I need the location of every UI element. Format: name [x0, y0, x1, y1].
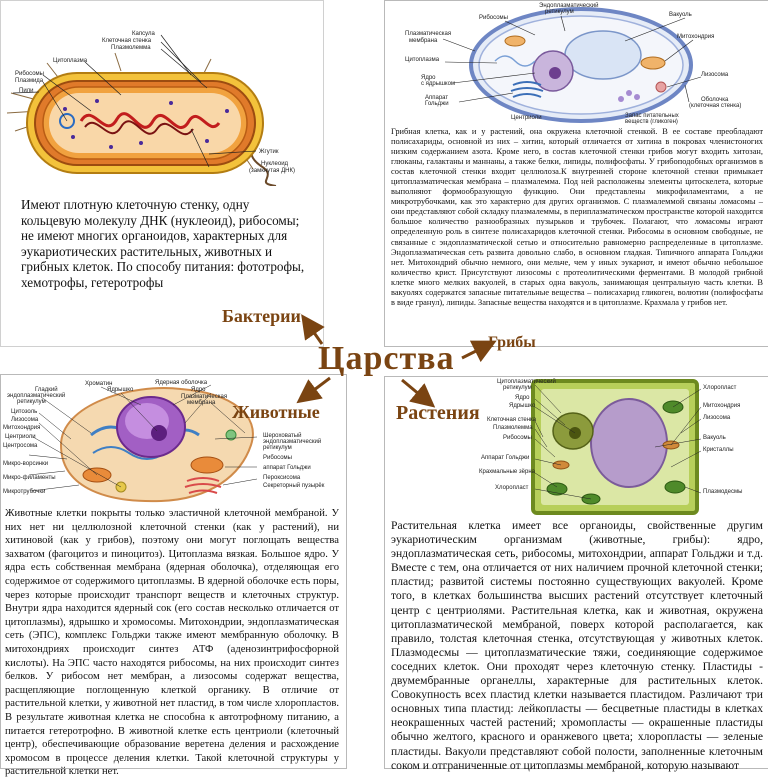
animal-label-centrioles: Центриоли: [5, 434, 36, 440]
fungi-label-vacuole: Вакуоль: [669, 12, 692, 18]
animal-label-lysosome: Лизосома: [11, 417, 39, 423]
plant-label-lysosome: Лизосома: [703, 415, 731, 421]
fungi-label-wall2: (клеточная стенка): [689, 103, 742, 109]
plant-label-chloroplast-top: Хлоропласт: [703, 385, 737, 391]
animal-label-rough: Шероховатый: [263, 433, 302, 439]
plant-label-ribosomes: Рибосомы: [503, 435, 532, 441]
fungi-label-reserve: Запас питательных: [625, 113, 679, 119]
bacteria-label-capsule: Капсула: [132, 31, 155, 37]
fungi-label-mitochondrion: Митохондрия: [677, 34, 715, 40]
fungi-label-nucleolus: с ядрышком: [421, 81, 456, 87]
animal-label-secretory: Секреторный пузырёк: [263, 483, 325, 489]
animal-label-chromatin: Хроматин: [85, 381, 113, 387]
bacteria-description: Имеют плотную клеточную стенку, одну кольцевую молекулу ДНК (нуклеоид), рибосомы; не имеют многих органоидов, характерных для эукариотических растительных, животных и грибных клеток. По способу питания: фототрофы, хемотрофы, гетеротрофы: [21, 197, 305, 290]
bacteria-label-wall: Клеточная стенка: [102, 38, 152, 44]
bacteria-label-pili: Пили: [19, 88, 34, 94]
plant-label-starch: Крахмальные зёрна: [479, 469, 535, 475]
fungi-label-golgi2: Гольджи: [425, 101, 449, 107]
plant-label-golgi: Аппарат Гольджи: [481, 455, 530, 461]
label-fungi: Грибы: [488, 334, 536, 351]
plant-label-chloroplast: Хлоропласт: [495, 485, 529, 491]
animals-description: Животные клетки покрыты только эластичной клеточной мембраной. У них нет ни целлюлозной клеточной стенки (как у растений), ни хитиновой (как у грибов), поэтому они могут поглощать вещества захватом (фагоцитоз и пиноцитоз). Цитоплазма вязкая. Большое ядро. У ядра есть собственная мембрана (ядерная оболочка), отделяющая его содержимое от содержимого цитоплазмы. В ядерной оболочке есть поры, через которые происходит транспорт веществ и клеточных структур. Внутри ядра находится ядерный сок (его состав несколько отличается от цитоплазмы), ядрышко и хромосомы. Митохондрии, эндоплазматическая сеть (ЭПС), комплекс Гольджи также имеют мембранную оболочку. В митохондриях происходит синтез АТФ (аденозинтрифосфорной кислоты). На ЭПС часто находятся рибосомы, на них происходит синтез белков. У рибосом нет мембран, а лизосомы содержат вещества, расщепляющие поглощенную клеткой органику. В отличие от растительной клетки, у животной нет пластид, в том числе хлоропластов. В результате животная клетка не способна к автотрофному питанию, а питается гетеротрофно. В животной клетке есть центриоли (клеточный центр), обеспечивающие образование веретена деления и расхождение хромосом в процессе деления клетки. Такой клеточной структуры у растительной клетки нет.: [5, 508, 339, 778]
animal-label-centrosome: Центросома: [3, 443, 38, 449]
animal-label-microfilaments: Микро-филаменты: [3, 475, 56, 481]
bacteria-label-nucleoid: Нуклеоид: [261, 161, 289, 167]
animal-label-mitochondrion: Митохондрия: [3, 425, 41, 431]
animal-label-ribosomes: Рибосомы: [263, 455, 292, 461]
animal-label-nuclear-envelope: Ядерная оболочка: [155, 380, 208, 386]
bacteria-panel: [0, 0, 324, 347]
plant-label-mitochondrion: Митохондрия: [703, 403, 741, 409]
plant-label-plasmalemma: Плазмолемма: [493, 425, 533, 431]
animal-label-nucleus: Ядро: [191, 387, 206, 393]
animal-label-reticulum: ретикулум: [17, 399, 46, 405]
animal-label-er: эндоплазматический: [7, 393, 66, 399]
plants-panel: [384, 376, 768, 772]
animal-label-smooth: Гладкий: [35, 387, 58, 393]
bacteria-label-cytoplasm: Цитоплазма: [53, 58, 88, 64]
animal-label-reticulum2: ретикулум: [263, 445, 292, 451]
animal-label-microvilli: Микро-ворсинки: [3, 461, 49, 467]
fungi-label-ribosomes: Рибосомы: [479, 15, 508, 21]
bacteria-label-ribosomes: Рибосомы: [15, 71, 44, 77]
plant-label-cyto-ret: Цитоплазматический: [497, 379, 556, 385]
plant-label-plasmodesmata: Плазмодесмы: [703, 489, 743, 495]
fungi-label-cytoplasm: Цитоплазма: [405, 57, 440, 63]
fungi-label-membrane2: мембрана: [409, 38, 438, 44]
plant-label-reticulum: ретикулум: [503, 385, 532, 391]
fungi-label-er2: ретикулум: [545, 9, 574, 15]
bacteria-label-plasmalemma: Плазмолемма: [111, 45, 151, 51]
bacteria-label-dna: (замкнутая ДНК): [249, 168, 295, 174]
kingdoms-title: Царства: [318, 340, 455, 377]
fungi-description: Грибная клетка, как и у растений, она окружена клеточной стенкой. В ее составе преобладают полисахариды, основной из них – хитин, который отличается от хитина в покровах членистоногих низким содержанием азота. Кроме него, в состав клеточной стенки грибов могут входить хитозан, глюканы, галактаны и маннаны, а также белки, липиды, полифосфаты. У грибоподобных организмов в состав клеточной стенки входит целлюлоза.К внутренней стороне клеточной стенки примыкает цитоплазматическая мембрана – плазмалемма. Под ней расположены элементы цитоскелета, которые выполняют формообразующую функцию. Они представлены микрофиламентами, а не микротрубочками, как это характерно для других организмов. С плазмалеммой связаны ломасомы – они представляют собой складку плазмалеммы, в периплазматическом пространстве которой находится большое количество разнообразных пузырьков и трубочек. Полагают, что ломасомы играют определенную роль в синтезе полисахаридов клеточной стенки. Рибосомы в основном свободные, не связанные с эндоплазматической сетью и относительно равномерно распределенные в цитоплазме. Эндоплазматическая сеть развита довольно слабо, в основном гладкая. Типичного аппарата Гольджи нет. Митохондрий обычно немного, они мельче, чем у иных эукариот, и имеют обычно небольшое количество крист. Присутствуют лизосомы с протеолитическими ферментами. В молодой грибной клетке много мелких вакуолей, в старых одна вакуоль, занимающая центральную часть клетки. В вакуолях содержатся запасные питательные вещества – полисахарид гликоген, волютин (полифосфаты в виде гранул), липиды. Запасные вещества находятся и в цитоплазме. Крахмала у грибов нет.: [391, 127, 763, 307]
arrow-fungi: [462, 346, 486, 358]
plants-description: Растительная клетка имеет все органоиды, свойственные другим эукариотическим организмам (животные, грибы): ядро, эндоплазматическая сеть, рибосомы, митохондрии, аппарат Гольджи и т.д. Вместе с тем, она отличается от них наличием прочной клеточной стенки; пластид; развитой системы постоянно существующих вакуолей. Кроме того, в клетках большинства высших растений отсутствует клеточный центр с центриолями. Растительная клетка, как и животная, окружена цитоплазматической мембраной, поверх которой располагается, как правило, толстая клеточная стенка, отсутствующая у животных клеток. Плазмодесмы — цитоплазматические тяжи, соединяющие содержимое соседних клеток. Они проходят через клеточную стенку. Пластиды - двумембранные органеллы, характерные для растительных клеток. Совокупность всех пластид клетки называется пластидом. Различают три основных типа пластид: лейкопласты — бесцветные пластиды в клетках неокрашенных частей растений; хромопласты — окрашенные пластиды обычно желтого, красного и оранжевого цвета; хлоропласты — зеленые пластиды. Вакуоли представляют собой полости, заполненные клеточным соком и отграниченные от цитоплазмы мембраной, которую называют: [391, 519, 763, 772]
label-plants: Растения: [396, 402, 480, 424]
fungi-label-er: Эндоплазматический: [539, 3, 599, 9]
animal-label-membrane: мембрана: [187, 400, 216, 406]
label-animals: Животные: [232, 402, 320, 422]
animal-label-cytosol: Цитозоль: [11, 409, 38, 415]
animal-label-microtubules: Микротрубочки: [3, 489, 46, 495]
plant-label-nucleolus: Ядрышко: [509, 403, 536, 409]
animal-label-golgi: аппарат Гольджи: [263, 465, 311, 471]
fungi-label-reserve2: веществ (гликоген): [625, 119, 678, 125]
bacteria-label-flagellum: Жгутик: [259, 149, 279, 155]
animal-label-nucleolus: Ядрышко: [107, 387, 134, 393]
fungi-label-membrane: Плазматическая: [405, 31, 452, 37]
fungi-label-golgi: Аппарат: [425, 95, 449, 101]
fungi-label-centrioles: Центриоли: [511, 115, 542, 121]
label-bacteria: Бактерии: [222, 306, 301, 326]
animals-panel: [0, 374, 347, 778]
plant-label-nucleus: Ядро: [515, 395, 530, 401]
animal-label-er2: эндоплазматический: [263, 439, 322, 445]
fungi-label-lysosome: Лизосома: [701, 72, 729, 78]
fungi-cell-image: [385, 1, 768, 129]
fungi-label-wall: Оболочка: [701, 97, 729, 103]
plant-label-crystals: Кристаллы: [703, 447, 734, 453]
fungi-label-nucleus: Ядро: [421, 75, 436, 81]
fungi-panel: [384, 0, 768, 347]
animal-label-peroxisome: Пероксисома: [263, 475, 301, 481]
plant-label-vacuole: Вакуоль: [703, 435, 726, 441]
animal-label-plasma: Плазматическая: [181, 394, 228, 400]
plant-label-wall: Клеточная стенка: [487, 417, 537, 423]
bacteria-label-plasmid: Плазмида: [15, 78, 44, 84]
bacteria-cell-image: [1, 1, 321, 186]
